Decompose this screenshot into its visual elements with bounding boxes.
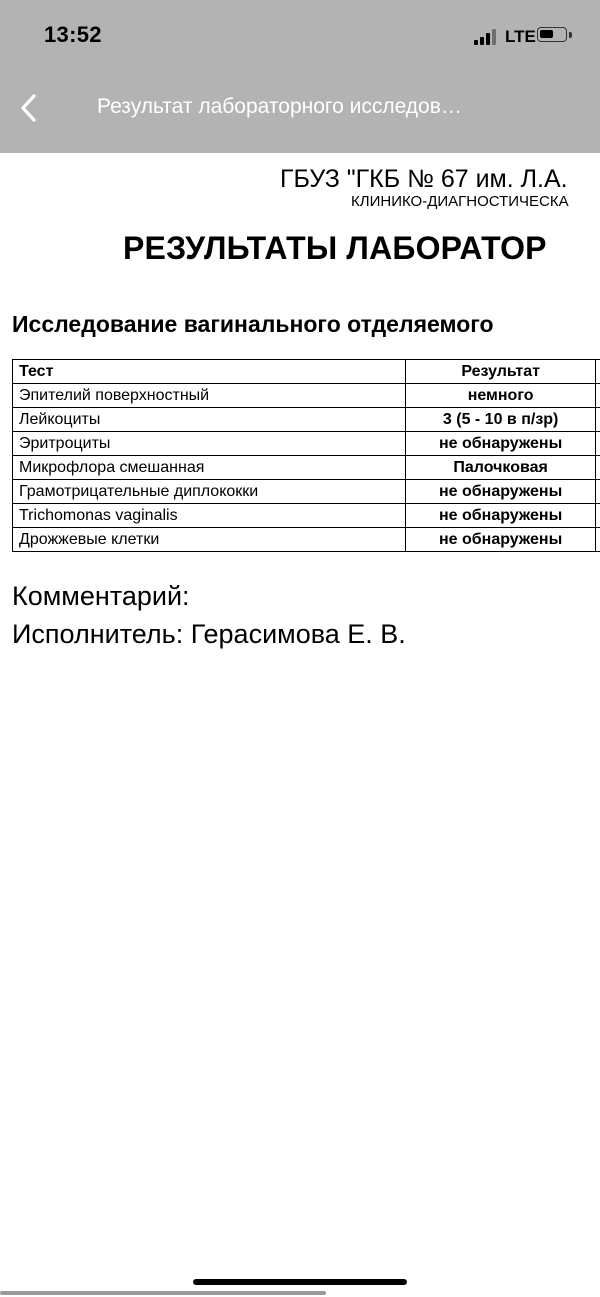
header-result: Результат	[406, 360, 596, 384]
table-row	[13, 504, 600, 528]
header-bar	[0, 0, 600, 153]
network-type: LTE	[505, 27, 536, 46]
signal-icon	[474, 29, 496, 45]
section-title: Исследование вагинального отделяемого	[12, 311, 494, 337]
battery-icon	[537, 27, 567, 42]
cell-extra	[596, 432, 600, 456]
nav-title: Результат лабораторного исследов…	[97, 95, 462, 118]
test-name: Эпителий поверхностный	[13, 384, 406, 408]
test-result: не обнаружены	[406, 528, 596, 552]
home-indicator[interactable]	[193, 1279, 407, 1285]
cell-extra	[596, 480, 600, 504]
table-header-row	[13, 360, 600, 384]
chevron-left-icon	[14, 90, 46, 126]
results-table	[12, 359, 600, 552]
header-test: Тест	[13, 360, 406, 384]
document-title: РЕЗУЛЬТАТЫ ЛАБОРАТОР	[123, 230, 547, 266]
department-name: КЛИНИКО-ДИАГНОСТИЧЕСКА	[351, 193, 569, 210]
table-row	[13, 432, 600, 456]
battery-tip	[569, 32, 572, 38]
test-result: Палочковая	[406, 456, 596, 480]
table-row	[13, 384, 600, 408]
back-button[interactable]	[14, 90, 46, 126]
table-row	[13, 528, 600, 552]
test-name: Грамотрицательные диплококки	[13, 480, 406, 504]
cell-extra	[596, 456, 600, 480]
horizontal-scrollbar[interactable]	[0, 1291, 326, 1295]
status-time: 13:52	[44, 22, 102, 47]
test-result: не обнаружены	[406, 480, 596, 504]
test-result: немного	[406, 384, 596, 408]
test-name: Дрожжевые клетки	[13, 528, 406, 552]
comment-label: Комментарий:	[12, 581, 190, 611]
test-name: Микрофлора смешанная	[13, 456, 406, 480]
test-name: Эритроциты	[13, 432, 406, 456]
test-name: Trichomonas vaginalis	[13, 504, 406, 528]
cell-extra	[596, 384, 600, 408]
document-view[interactable]	[0, 153, 600, 1297]
organization-name: ГБУЗ "ГКБ № 67 им. Л.А.	[280, 165, 568, 193]
table-row	[13, 408, 600, 432]
cell-extra	[596, 504, 600, 528]
performer-text: Исполнитель: Герасимова Е. В.	[12, 619, 406, 649]
table-row	[13, 480, 600, 504]
test-result: не обнаружены	[406, 504, 596, 528]
test-name: Лейкоциты	[13, 408, 406, 432]
table-row	[13, 456, 600, 480]
test-result: не обнаружены	[406, 432, 596, 456]
cell-extra	[596, 408, 600, 432]
cell-extra	[596, 528, 600, 552]
test-result: 3 (5 - 10 в п/зр)	[406, 408, 596, 432]
header-extra	[596, 360, 600, 384]
